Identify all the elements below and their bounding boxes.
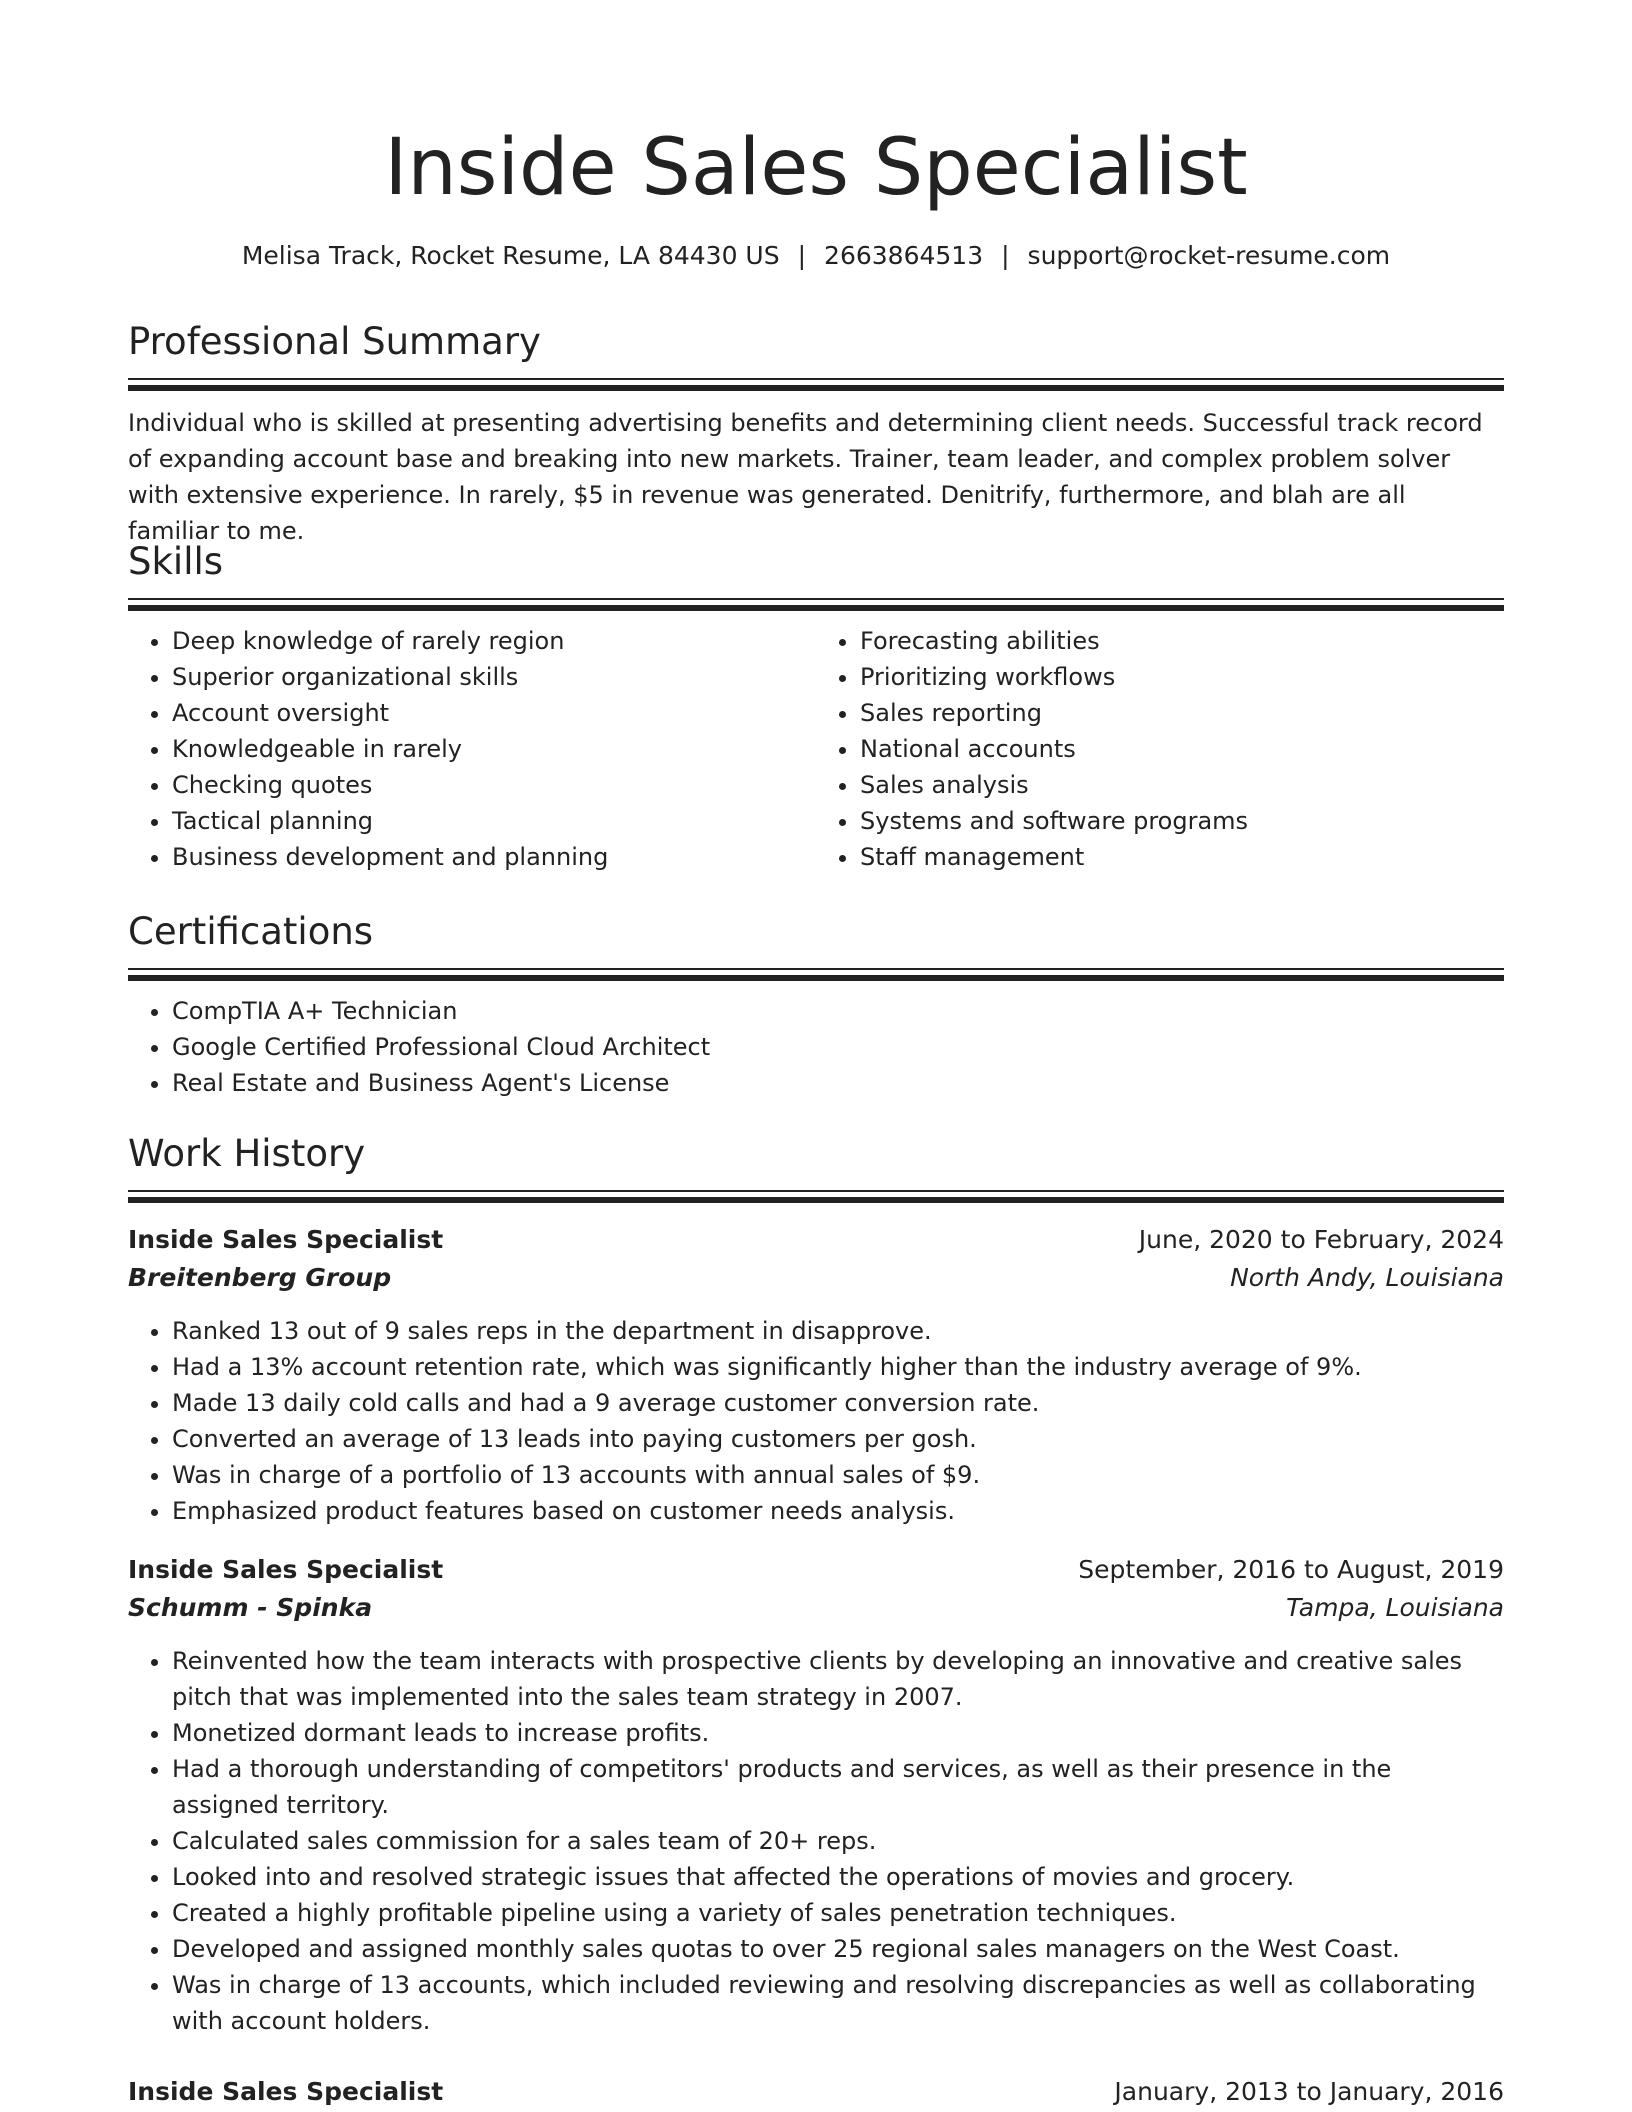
job-title: Inside Sales Specialist bbox=[128, 2077, 444, 2106]
skill-item: • Systems and software programs bbox=[860, 803, 1504, 839]
job-duty: • Created a highly profitable pipeline using a variety of sales penetration techniques. bbox=[172, 1895, 1504, 1931]
job-dates: June, 2020 to February, 2024 bbox=[1138, 1225, 1504, 1254]
skill-item: • Knowledgeable in rarely bbox=[172, 731, 816, 767]
job-duty: • Made 13 daily cold calls and had a 9 average customer conversion rate. bbox=[172, 1385, 1504, 1421]
summary-text: Individual who is skilled at presenting advertising benefits and determining client needs. Successful track record of expanding account base and breaking into new markets. Trainer, team leader, and complex problem solver with extensive experience. In rarely, $5 in revenue was generated. Denitrify, furthermore, and blah are all familiar to me. bbox=[128, 409, 1483, 545]
job-duty: • Ranked 13 out of 9 sales reps in the department in disapprove. bbox=[172, 1313, 1504, 1349]
section-heading-summary: Professional Summary bbox=[128, 320, 541, 363]
job-dates: January, 2013 to January, 2016 bbox=[1114, 2077, 1504, 2106]
work-history-section bbox=[128, 1130, 1504, 2111]
job-header-row bbox=[128, 1551, 1504, 1589]
skill-item: • Deep knowledge of rarely region bbox=[172, 623, 816, 659]
skill-item: • Staff management bbox=[860, 839, 1504, 875]
job-entry bbox=[128, 1221, 1504, 1529]
contact-separator: | bbox=[797, 241, 807, 270]
section-heading-certifications: Certifications bbox=[128, 910, 374, 953]
skill-item: • Checking quotes bbox=[172, 767, 816, 803]
contact-phone: 2663864513 bbox=[824, 241, 984, 270]
resume-title: Inside Sales Specialist bbox=[384, 123, 1248, 213]
contact-separator: | bbox=[1001, 241, 1010, 270]
contact-line bbox=[128, 238, 1504, 274]
section-divider bbox=[128, 378, 1504, 389]
job-header-row bbox=[128, 1221, 1504, 1259]
job-title: Inside Sales Specialist bbox=[128, 1225, 444, 1254]
section-heading-work-history: Work History bbox=[128, 1132, 366, 1175]
job-duty: • Monetized dormant leads to increase profits. bbox=[172, 1715, 1504, 1751]
summary-section bbox=[128, 318, 1504, 549]
skill-item: • National accounts bbox=[860, 731, 1504, 767]
certification-item: • CompTIA A+ Technician bbox=[172, 993, 1504, 1029]
skill-item: • Prioritizing workflows bbox=[860, 659, 1504, 695]
job-duties-list bbox=[128, 1313, 1504, 1529]
contact-address: Melisa Track, Rocket Resume, LA 84430 US bbox=[241, 241, 780, 270]
certifications-list bbox=[128, 993, 1504, 1101]
skill-item: • Forecasting abilities bbox=[860, 623, 1504, 659]
job-duty: • Had a thorough understanding of competitors' products and services, as well as their presence in the assigned territory. bbox=[172, 1751, 1504, 1823]
job-title: Inside Sales Specialist bbox=[128, 1555, 444, 1584]
job-duty: • Looked into and resolved strategic issues that affected the operations of movies and grocery. bbox=[172, 1859, 1504, 1895]
skills-columns bbox=[128, 609, 1504, 875]
skill-item: • Sales analysis bbox=[860, 767, 1504, 803]
job-duty: • Was in charge of 13 accounts, which included reviewing and resolving discrepancies as well as collaborating with account holders. bbox=[172, 1967, 1504, 2039]
job-company: Breitenberg Group bbox=[128, 1263, 392, 1292]
job-header-row bbox=[128, 2073, 1504, 2111]
job-dates: September, 2016 to August, 2019 bbox=[1078, 1555, 1504, 1584]
job-duty: • Was in charge of a portfolio of 13 accounts with annual sales of $9. bbox=[172, 1457, 1504, 1493]
skill-item: • Account oversight bbox=[172, 695, 816, 731]
section-divider bbox=[128, 1190, 1504, 1201]
section-divider bbox=[128, 968, 1504, 979]
skill-item: • Sales reporting bbox=[860, 695, 1504, 731]
job-location: Tampa, Louisiana bbox=[1286, 1593, 1504, 1622]
job-duty: • Had a 13% account retention rate, which was significantly higher than the industry average of 9%. bbox=[172, 1349, 1504, 1385]
section-heading-skills: Skills bbox=[128, 540, 224, 583]
skills-section bbox=[128, 538, 1504, 875]
job-duty: • Calculated sales commission for a sales team of 20+ reps. bbox=[172, 1823, 1504, 1859]
skill-item: • Superior organizational skills bbox=[172, 659, 816, 695]
contact-email[interactable]: support@rocket-resume.com bbox=[1027, 241, 1391, 270]
certifications-section bbox=[128, 908, 1504, 1101]
job-entry bbox=[128, 2073, 1504, 2111]
job-entry bbox=[128, 1551, 1504, 2039]
job-location: North Andy, Louisiana bbox=[1230, 1263, 1504, 1292]
job-company-row bbox=[128, 1259, 1504, 1297]
job-company: Schumm - Spinka bbox=[128, 1593, 373, 1622]
skill-item: • Tactical planning bbox=[172, 803, 816, 839]
job-duties-list bbox=[128, 1643, 1504, 2039]
job-duty: • Emphasized product features based on customer needs analysis. bbox=[172, 1493, 1504, 1529]
certification-item: • Google Certified Professional Cloud Architect bbox=[172, 1029, 1504, 1065]
job-duty: • Reinvented how the team interacts with prospective clients by developing an innovative and creative sales pitch that was implemented into the sales team strategy in 2007. bbox=[172, 1643, 1504, 1715]
skills-list-right bbox=[816, 623, 1504, 875]
job-duty: • Converted an average of 13 leads into paying customers per gosh. bbox=[172, 1421, 1504, 1457]
section-divider bbox=[128, 598, 1504, 609]
skills-list-left bbox=[128, 623, 816, 875]
job-company-row bbox=[128, 1589, 1504, 1627]
job-duty: • Developed and assigned monthly sales quotas to over 25 regional sales managers on the West Coast. bbox=[172, 1931, 1504, 1967]
skill-item: • Business development and planning bbox=[172, 839, 816, 875]
certification-item: • Real Estate and Business Agent's License bbox=[172, 1065, 1504, 1101]
